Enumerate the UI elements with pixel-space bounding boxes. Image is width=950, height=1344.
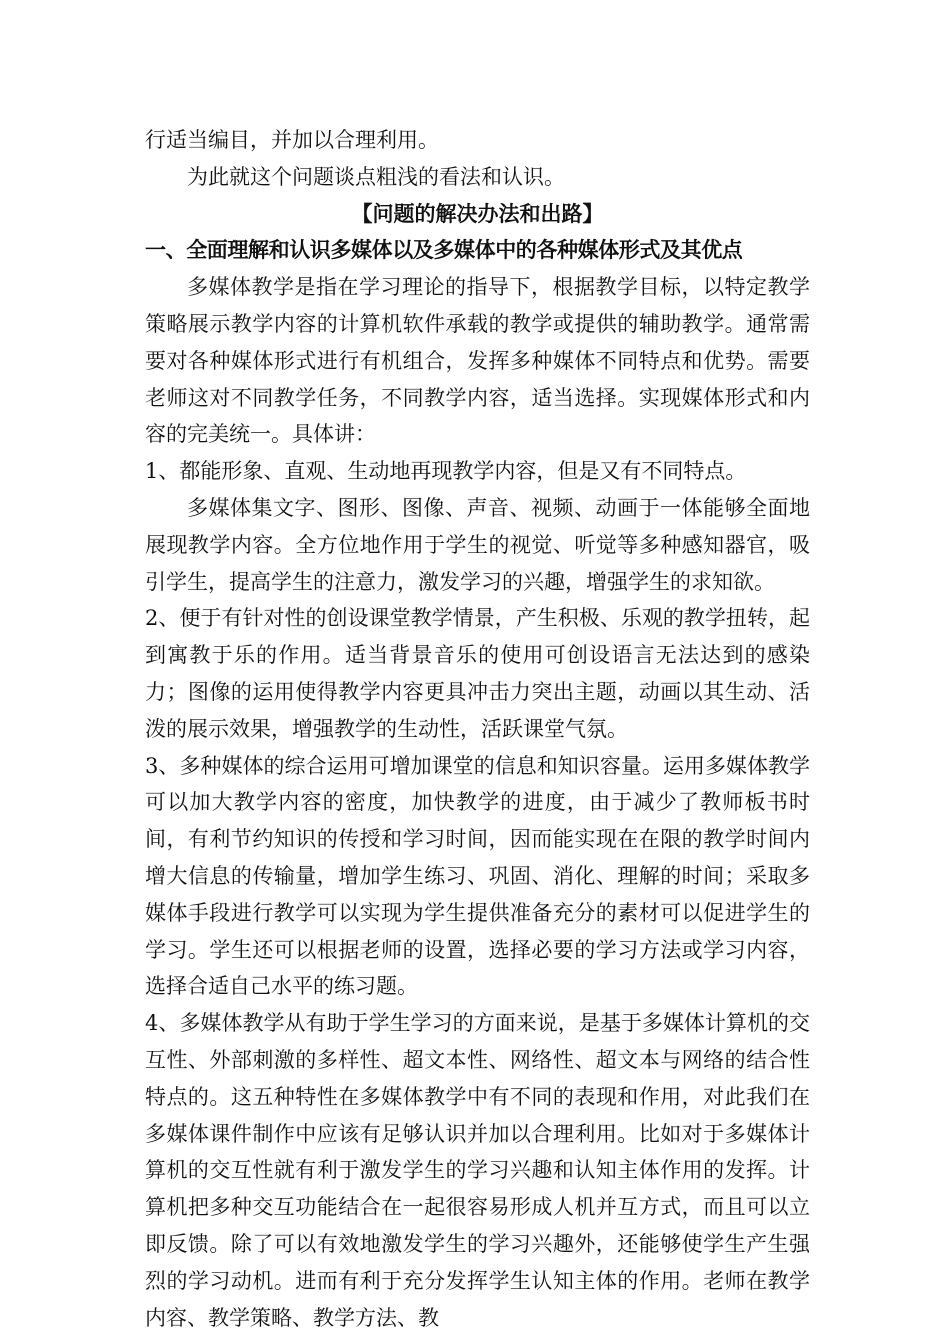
paragraph-definition: 多媒体教学是指在学习理论的指导下，根据教学目标，以特定教学策略展示教学内容的计算机软件承载的教学或提供的辅助教学。通常需要对各种媒体形式进行有机组合，发挥多种媒体不同特点和优势。需要老师这对不同教学任务，不同教学内容，适当选择。实现媒体形式和内容的完美统一。具体讲： — [145, 275, 810, 447]
list-item-1: 1、都能形象、直观、生动地再现教学内容，但是又有不同特点。 — [145, 459, 747, 484]
paragraph-intro: 为此就这个问题谈点粗浅的看法和认识。 — [187, 164, 565, 189]
document-body — [145, 122, 810, 1336]
section-title: 【问题的解决办法和出路】 — [351, 200, 604, 226]
paragraph-continuation: 行适当编目，并加以合理利用。 — [145, 128, 439, 152]
subsection-heading: 一、全面理解和认识多媒体以及多媒体中的各种媒体形式及其优点 — [145, 237, 743, 263]
paragraph-media-description: 多媒体集文字、图形、图像、声音、视频、动画于一体能够全面地展现教学内容。全方位地作用于学生的视觉、听觉等多种感知器官，吸引学生，提高学生的注意力，激发学习的兴趣，增强学生的求知欲。 — [145, 495, 810, 594]
list-item-4: 4、多媒体教学从有助于学生学习的方面来说，是基于多媒体计算机的交互性、外部刺激的多样性、超文本性、网络性、超文本与网络的结合性特点的。这五种特性在多媒体教学中有不同的表现和作用，对此我们在多媒体课件制作中应该有足够认识并加以合理利用。比如对于多媒体计算机的交互性就有利于激发学生的学习兴趣和认知主体作用的发挥。计算机把多种交互功能结合在一起很容易形成人机并互方式，而且可以立即反馈。除了可以有效地激发学生的学习兴趣外，还能够使学生产生强烈的学习动机。进而有利于充分发挥学生认知主体的作用。老师在教学内容、教学策略、教学方法、教 — [145, 1011, 810, 1330]
list-item-3: 3、多种媒体的综合运用可增加课堂的信息和知识容量。运用多媒体教学可以加大教学内容的密度，加快教学的进度，由于减少了教师板书时间，有利节约知识的传授和学习时间，因而能实现在在限的教学时间内增大信息的传输量，增加学生练习、巩固、消化、理解的时间；采取多媒体手段进行教学可以实现为学生提供准备充分的素材可以促进学生的学习。学生还可以根据老师的设置，选择必要的学习方法或学习内容，选择合适自己水平的练习题。 — [145, 753, 810, 999]
list-item-2: 2、便于有针对性的创设课堂教学情景，产生积极、乐观的教学扭转，起到寓教于乐的作用。适当背景音乐的使用可创设语言无法达到的感染力；图像的运用使得教学内容更具冲击力突出主题，动画以其生动、活泼的展示效果，增强教学的生动性，活跃课堂气氛。 — [145, 606, 810, 741]
